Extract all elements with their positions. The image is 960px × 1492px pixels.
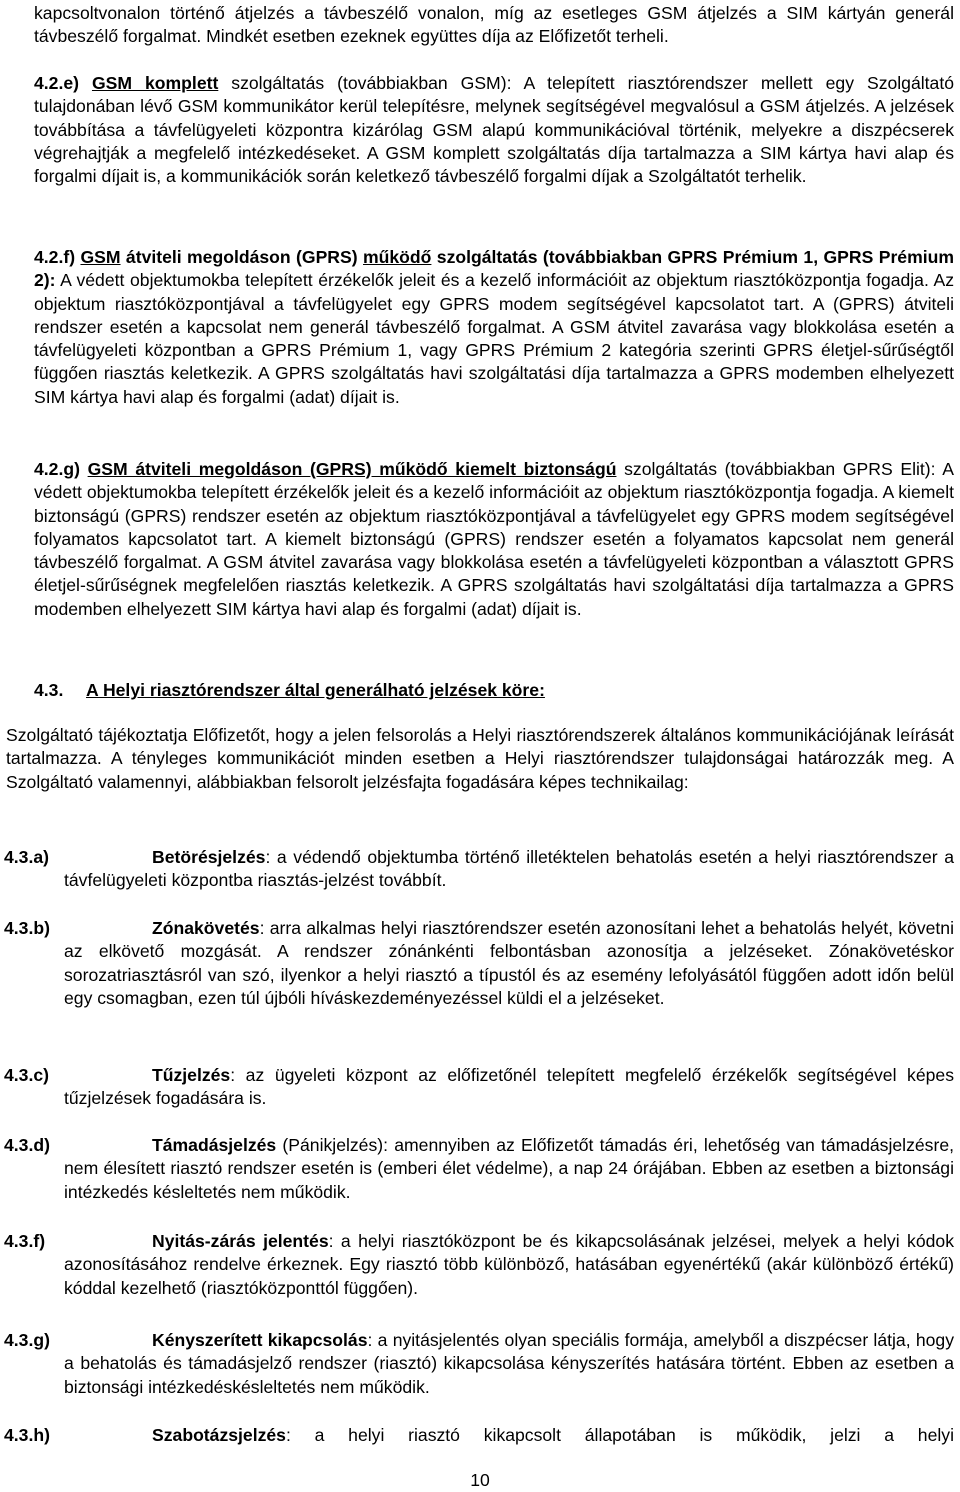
section-number: 4.2.g) bbox=[34, 459, 80, 479]
section-number: 4.2.e) bbox=[34, 73, 79, 93]
item-text: : a nyitásjelentés olyan speciális formája, amelyből a diszpécser látja, hogy a behatolás és támadásjelző rendszer (riasztó) kikapcsolása kényszerítés hatására történt. Ebben az esetben a biztonsági intézkedéskésleltetés nem működik. bbox=[64, 1330, 954, 1397]
list-item-4-3-c bbox=[4, 1064, 954, 1111]
section-text: A védett objektumokba telepített érzékelők jeleit és a kezelő információit az objektum riasztóközpontja fogadja. Az objektum riasztóközpontjával a távfelügyelet egy GPRS modem segítségével kapcsolatot tart. A (GPRS) átviteli rendszer esetén a kapcsolat nem generál távbeszélő forgalmat. A GSM átvitel zavarása vagy blokkolása esetén a távfelügyeleti központban a GPRS Prémium 1, vagy GPRS Prémium 2 kategória szerinti GPRS életjel-sűrűségtől függően riasztás keletkezik. A GPRS szolgáltatás havi szolgáltatási díja tartalmazza a GPRS modemben elhelyezett SIM kártya havi alap és forgalmi (adat) díjait is. bbox=[34, 270, 954, 407]
section-title-part: átviteli megoldáson (GPRS) bbox=[120, 247, 363, 267]
section-title: GSM komplett bbox=[91, 73, 219, 93]
section-4-2-f bbox=[34, 246, 954, 409]
item-text: : a helyi riasztóközpont be és kikapcsolásának jelzései, melyek a helyi kódok azonosításához rendelve érkeznek. Egy riasztó több különböző, hatásában egyenértékű (akár különböző értékű) kóddal kezelhető (riasztóközponttól függően). bbox=[64, 1231, 954, 1298]
paragraph-text: Szolgáltató tájékoztatja Előfizetőt, hogy a jelen felsorolás a Helyi riasztórendszerek általános kommunikációjának leírását tartalmazza. A tényleges kommunikációt minden esetben a Helyi riasztórendszer tulajdonságai határozzák meg. A Szolgáltató valamennyi, alábbiakban felsorolt jelzésfajta fogadására képes technikailag: bbox=[6, 725, 954, 792]
section-4-3-heading bbox=[34, 679, 954, 702]
section-title-part: működő bbox=[363, 247, 432, 267]
item-term: Nyitás-zárás jelentés bbox=[152, 1231, 329, 1251]
item-number: 4.3.h) bbox=[4, 1425, 50, 1445]
list-item-4-3-f bbox=[4, 1230, 954, 1300]
section-title: GSM átviteli megoldáson (GPRS) működő kiemelt biztonságú bbox=[87, 459, 617, 479]
item-term: Támadásjelzés bbox=[152, 1135, 277, 1155]
section-number: 4.2.f) bbox=[34, 247, 76, 267]
section-4-3-intro bbox=[6, 724, 954, 794]
item-text: (Pánikjelzés): amennyiben az Előfizetőt támadás éri, lehetőség van támadásjelzésre, nem élesített riasztó rendszer esetén is (emberi élet védelme), a nap 24 órájában. Ebben az esetben a biztonsági intézkedés késleltetés nem működik. bbox=[64, 1135, 954, 1202]
section-title-part: szolgáltatás (továbbiakban GPRS Prémium 1, GPRS Prémium 2): bbox=[34, 247, 955, 291]
item-number: 4.3.a) bbox=[4, 847, 49, 867]
page-number: 10 bbox=[470, 1470, 490, 1490]
item-number: 4.3.d) bbox=[4, 1135, 50, 1155]
list-item-4-3-g bbox=[4, 1329, 954, 1399]
section-title: A Helyi riasztórendszer által generálható jelzések köre: bbox=[86, 680, 545, 700]
list-item-4-3-a bbox=[4, 846, 954, 893]
item-number: 4.3.b) bbox=[4, 918, 50, 938]
section-text: szolgáltatás (továbbiakban GSM): A telepített riasztórendszer mellett egy Szolgáltató tulajdonában lévő GSM kommunikátor kerül telepítésre, melynek segítségével megvalósul a GSM átjelzés. A jelzések továbbítása a távfelügyeleti központra kizárólag GSM alapú kommunikációval történik, melyekre a diszpécserek végrehajtják a megfelelő intézkedéseket. A GSM komplett szolgáltatás díja tartalmazza a SIM kártya havi alap és forgalmi díjait is, a kommunikációk során keletkező távbeszélő forgalmi díjak a Szolgáltatót terhelik. bbox=[34, 73, 955, 187]
item-term: Szabotázsjelzés bbox=[152, 1425, 286, 1445]
item-text: : a helyi riasztó kikapcsolt állapotában is működik, jelzi a helyi bbox=[285, 1425, 954, 1445]
item-number: 4.3.c) bbox=[4, 1065, 49, 1085]
section-text: szolgáltatás (továbbiakban GPRS Elit): A védett objektumokba telepített érzékelők jeleit és a kezelő információit az objektum riasztóközpontja fogadja. A kiemelt biztonságú (GPRS) rendszer esetén az objektum riasztóközpontjával a távfelügyelet egy GPRS modem segítségével folyamatos kapcsolatot tart. A kiemelt biztonságú (GPRS) rendszer esetén a folyamatos kapcsolat nem generál távbeszélő forgalmat. A GSM átvitel zavarása vagy blokkolása esetén a távfelügyeleti központban a választott GPRS életjel-sűrűségnek megfelelően riasztás keletkezik. A GPRS szolgáltatás havi szolgáltatási díja tartalmazza a GPRS modemben elhelyezett SIM kártya havi alap és forgalmi (adat) díjait is. bbox=[34, 459, 954, 619]
list-item-4-3-h bbox=[4, 1424, 954, 1447]
section-4-2-g bbox=[34, 458, 954, 621]
item-text: : a védendő objektumba történő illetéktelen behatolás esetén a helyi riasztórendszer a távfelügyeleti központba riasztás-jelzést továbbít. bbox=[64, 847, 954, 891]
section-title-part: GSM bbox=[80, 247, 121, 267]
item-text: : arra alkalmas helyi riasztórendszer esetén azonosítani lehet a behatolás helyét, követni az elkövető mozgását. A rendszer zónánkénti felbontásban azonosítja a jelzéseket. Zónakövetéskor sorozatriasztásról van szó, ilyenkor a helyi riasztó a típustól és az esemény lefolyásától függően adott időn belül egy csomagban, ezen túl újbóli híváskezdeményezéssel küldi el a jelzéseket. bbox=[64, 918, 954, 1008]
item-text: : az ügyeleti központ az előfizetőnél telepített megfelelő érzékelők segítségével képes tűzjelzések fogadására is. bbox=[64, 1065, 954, 1109]
section-4-2-e bbox=[34, 72, 954, 188]
item-term: Zónakövetés bbox=[152, 918, 260, 938]
paragraph-text: kapcsoltvonalon történő átjelzés a távbeszélő vonalon, míg az esetleges GSM átjelzés a SIM kártyán generál távbeszélő forgalmat. Mindkét esetben ezeknek együttes díja az Előfizetőt terheli. bbox=[34, 3, 954, 47]
continuation-paragraph bbox=[34, 2, 954, 49]
list-item-4-3-d bbox=[4, 1134, 954, 1204]
item-number: 4.3.g) bbox=[4, 1330, 50, 1350]
list-item-4-3-b bbox=[4, 917, 954, 1010]
section-number: 4.3. bbox=[34, 680, 64, 700]
item-term: Betörésjelzés bbox=[152, 847, 266, 867]
item-number: 4.3.f) bbox=[4, 1231, 46, 1251]
item-term: Kényszerített kikapcsolás bbox=[152, 1330, 368, 1350]
item-term: Tűzjelzés bbox=[152, 1065, 231, 1085]
